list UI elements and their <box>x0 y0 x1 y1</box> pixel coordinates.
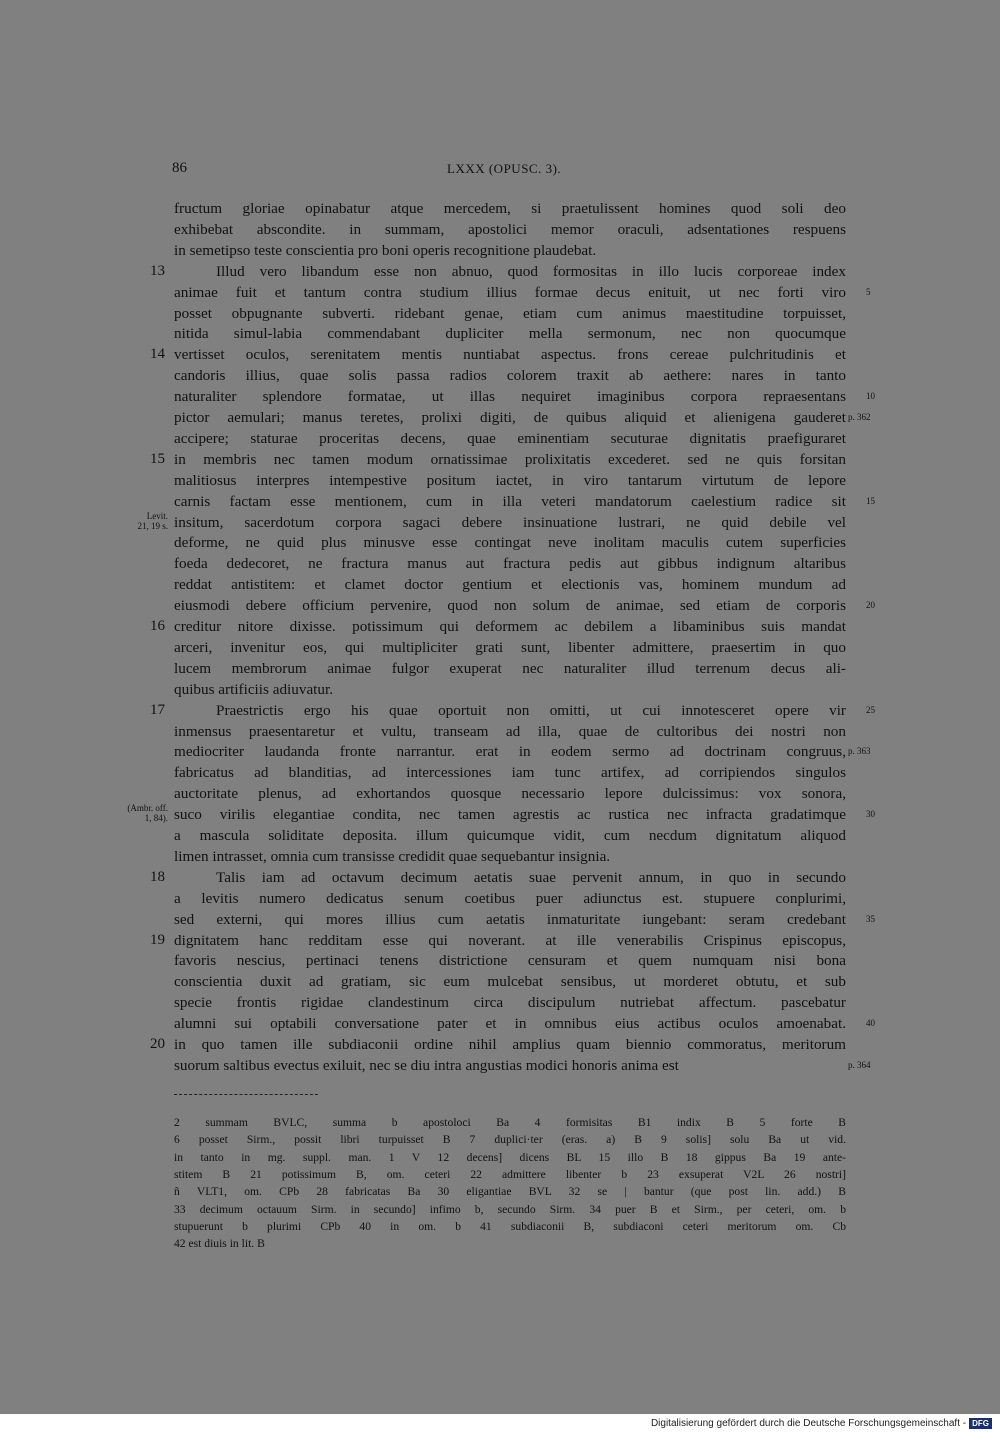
margin-line-number: 10 <box>866 391 875 402</box>
margin-page-reference: p. 363 <box>848 746 871 757</box>
text-line: deforme, ne quid plus minusve esse contingat neve inolitam maculis cutem superficies <box>174 534 846 552</box>
margin-source-note-line: (Ambr. off. <box>127 803 168 814</box>
text-line: carnis factam esse mentionem, cum in illa veteri mandatorum caelestium radice sit <box>174 492 846 510</box>
margin-line-number: 25 <box>866 704 875 715</box>
text-line: a mascula soliditate deposita. illum quicumque vidit, cum necdum dignitatum aliquod <box>174 827 846 844</box>
text-line: Illud vero libandum esse non abnuo, quod formositas in illo lucis corporeae index <box>216 262 846 280</box>
margin-line-number: 35 <box>866 913 875 924</box>
running-head: LXXX (OPUSC. 3). <box>447 161 562 176</box>
text-line: auctoritate plenus, ad exhortandos quosque necessario lepore dulcissimus: vox sonora, <box>174 785 846 803</box>
apparatus-line: stitem B 21 potissimum B, om. ceteri 22 admittere libenter b 23 exsuperat V2L 26 nostri] <box>174 1167 846 1181</box>
text-line: accipere; staturae proceritas decens, quae eminentiam secuturae dignitatis praefiguraret <box>174 429 846 447</box>
text-line: Praestrictis ergo his quae oportuit non omitti, ut cui innotesceret opere vir <box>216 701 846 719</box>
margin-source-note-line: 21, 19 s. <box>137 520 168 531</box>
text-line: inmensus praesentaretur et vultu, transeam ad illa, quae de cultoribus dei nostri non <box>174 722 846 740</box>
text-line: arceri, invenitur eos, qui multipliciter grati sunt, libenter admittere, praesertim in quo <box>174 638 846 656</box>
section-number: 18 <box>150 868 165 885</box>
apparatus-line: ñ VLT1, om. CPb 28 fabricatas Ba 30 eligantiae BVL 32 se | bantur (que post lin. add.) B <box>174 1185 846 1199</box>
margin-line-number: 20 <box>866 600 875 611</box>
text-line: conscientia duxit ad gratiam, sic eum mulcebat sensibus, ut morderet obtutu, et sub <box>174 973 846 991</box>
text-line: lucem membrorum animae fulgor exuperat nec naturaliter illud terrenum decus ali- <box>174 659 846 677</box>
text-line: fructum gloriae opinabatur atque mercedem, si praetulissent homines quod soli deo <box>174 200 846 217</box>
apparatus-line: 42 est diuis in lit. B <box>174 1237 265 1251</box>
text-line: exhibebat abscondite. in summam, apostolici memor oraculi, adsentationes respuens <box>174 220 846 238</box>
text-line: insitum, sacerdotum corpora sagaci debere insinuatione lustrari, ne quid debile vel <box>174 513 846 531</box>
footer-credit-text: Digitalisierung gefördert durch die Deutsche Forschungsgemeinschaft - <box>650 1418 967 1429</box>
text-line: eiusmodi debere officium pervenire, quod non solum de animae, sed etiam de corporis <box>174 597 846 615</box>
section-number: 20 <box>150 1036 165 1052</box>
margin-source-note <box>106 511 168 531</box>
margin-source-note <box>106 803 168 823</box>
margin-source-note-line: Levit. <box>146 510 168 521</box>
text-line: suorum saltibus evectus exiluit, nec se diu intra angustias modici honoris anima est <box>174 1056 679 1074</box>
section-number: 15 <box>150 450 165 467</box>
text-line: pictor aemulari; manus teretes, prolixi digiti, de quibus aliquid et alienigena gauderet <box>174 409 846 426</box>
apparatus-line: 33 decimum octauum Sirm. in secundo] infimo b, secundo Sirm. 34 puer B et Sirm., per ceteri, om. b <box>174 1202 846 1216</box>
margin-line-number: 30 <box>866 809 875 820</box>
margin-line-number: 5 <box>866 286 871 297</box>
margin-line-number: 15 <box>866 495 875 506</box>
text-line: vertisset oculos, serenitatem mentis nuntiabat aspectus. frons cereae pulchritudinis et <box>174 346 846 364</box>
margin-page-reference: p. 364 <box>848 1059 871 1070</box>
text-line: nitida simul-labia commendabant dupliciter mella sermonum, nec non quocumque <box>174 325 846 343</box>
margin-source-note-line: 1, 84). <box>144 813 168 824</box>
apparatus-line: in tanto in mg. suppl. man. 1 V 12 decens] dicens BL 15 illo B 18 gippus Ba 19 ante- <box>174 1150 846 1164</box>
apparatus-line: stupuerunt b plurimi CPb 40 in om. b 41 subdiaconii B, subdiaconi ceteri meritorum om. Cb <box>174 1219 846 1233</box>
text-line: a levitis numero dedicatus senum coetibus puer adiunctus est. stupuere conplurimi, <box>174 889 846 907</box>
section-number: 16 <box>150 618 165 634</box>
margin-line-number: 40 <box>866 1018 875 1029</box>
apparatus-line: 6 posset Sirm., possit libri turpuisset B 7 duplici·ter (eras. a) B 9 solis] solu Ba ut vid. <box>174 1133 846 1147</box>
text-line: favoris nescius, pertinaci tenens districtione censuram et quem numquam nisi bona <box>174 952 846 970</box>
dfg-logo: DFG <box>969 1418 992 1429</box>
text-line: reddat antistitem: et clamet doctor gentium et electionis vas, hominem mundum ad <box>174 576 846 594</box>
margin-page-reference: p. 362 <box>848 412 871 422</box>
text-line: posset obpugnante subverti. ridebant genae, etiam cum animus maestitudine torpuisset, <box>174 304 846 322</box>
section-number: 13 <box>150 262 165 279</box>
text-line: in quo tamen ille subdiaconii ordine nihil amplius quam biennio commoratus, meritorum <box>174 1036 846 1053</box>
text-line: in semetipso teste conscientia pro boni operis recognitione plaudebat. <box>174 241 597 259</box>
text-line: candoris illius, quae solis passa radios colorem traxit ab aethere: nares in tanto <box>174 367 846 385</box>
text-line: mediocriter laudanda fronte narrantur. erat in eodem sermo ad doctrinam congruus, <box>174 743 846 761</box>
text-line: naturaliter splendore formatae, ut illas nequiret imaginibus corpora repraesentans <box>174 388 846 406</box>
text-line: dignitatem hanc redditam esse qui noverant. at ille venerabilis Crispinus episcopus, <box>174 931 846 949</box>
text-line: Talis iam ad octavum decimum aetatis suae pervenit annum, in quo in secundo <box>216 868 846 886</box>
text-line: malitiosus interpres intempestive positum iactet, in viro tantarum virtutum de lepore <box>174 471 846 489</box>
text-line: suco virilis elegantiae condita, nec tamen agrestis ac rustica nec infracta gradatimque <box>174 806 846 824</box>
text-line: quibus artificiis adiuvatur. <box>174 680 334 698</box>
text-line: animae fuit et tantum contra studium illius formae decus enituit, ut nec forti viro <box>174 283 846 301</box>
text-line: sed externi, qui mores illius cum aetatis inmaturitate iungebant: seram credebant <box>174 910 846 928</box>
section-number: 17 <box>150 701 165 718</box>
text-line: creditur nitore dixisse. potissimum qui deformem ac debilem a libaminibus suis mandat <box>174 618 846 635</box>
section-number: 14 <box>150 346 165 363</box>
text-line: limen intrasset, omnia cum transisse credidit quae sequebantur insignia. <box>174 847 611 865</box>
text-line: in membris nec tamen modum ornatissimae prolixitatis excederet. sed ne quis forsitan <box>174 450 846 468</box>
footer-credit <box>651 1418 992 1429</box>
text-line: specie frontis rigidae clandestinum circa discipulum nutriebat affectum. pascebatur <box>174 994 846 1012</box>
footnote-rule <box>174 1094 318 1095</box>
section-number: 19 <box>150 931 165 948</box>
text-line: alumni sui optabili conversatione pater et in omnibus eius actibus oculos amoenabat. <box>174 1015 846 1033</box>
text-line: foeda dedecoret, ne fractura manus aut fractura pedis aut gibbus indignum altaribus <box>174 555 846 573</box>
apparatus-line: 2 summam BVLC, summa b apostoloci Ba 4 formisitas B1 indix B 5 forte B <box>174 1116 846 1129</box>
text-line: fabricatus ad blanditias, ad intercessiones iam tunc artifex, ad corripiendos singulos <box>174 764 846 782</box>
page-number: 86 <box>172 160 187 176</box>
